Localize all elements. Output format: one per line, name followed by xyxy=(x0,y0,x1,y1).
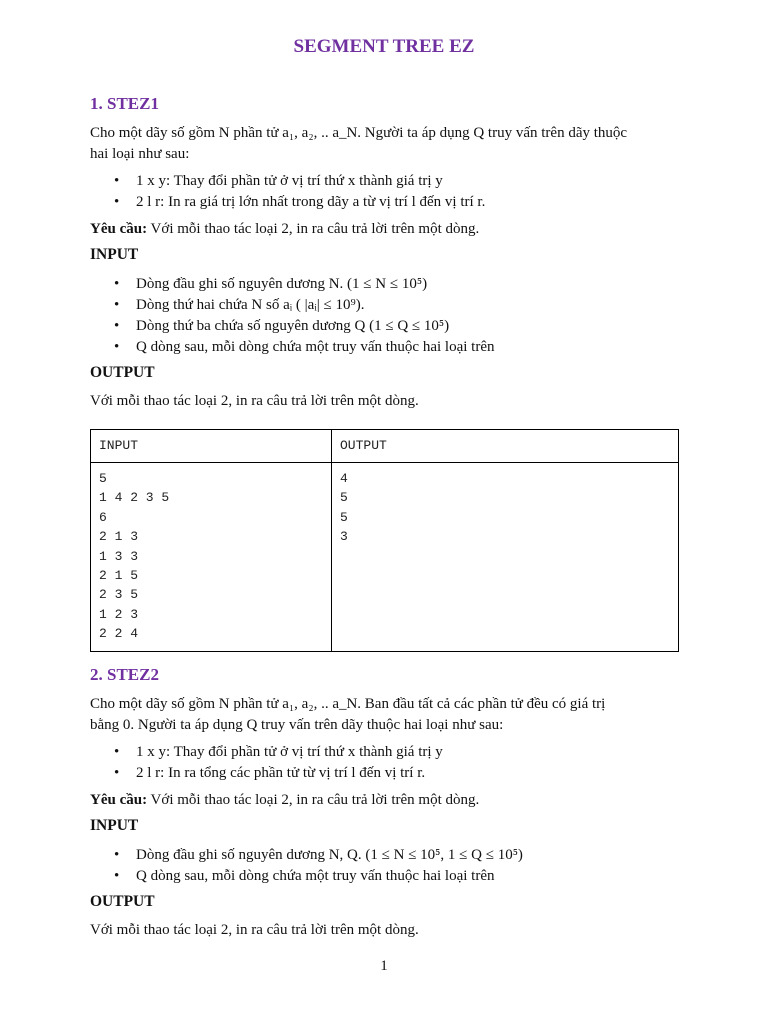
sample-input-line: 2 1 3 xyxy=(99,529,139,545)
page-title: SEGMENT TREE EZ xyxy=(293,36,475,57)
section-2-input-list xyxy=(90,845,690,887)
list-item: • Dòng đầu ghi số nguyên dương N. (1 ≤ N ≤ 10⁵) xyxy=(90,274,690,295)
sample-input-line: 5 xyxy=(99,471,107,486)
sample-output-cell xyxy=(332,463,679,652)
section-2-intro-line-2: bằng 0. Người ta áp dụng Q truy vấn trên dãy thuộc hai loại như sau: xyxy=(90,717,504,733)
requirement-label: Yêu cầu: xyxy=(90,792,148,808)
sample-input-line: 2 3 5 xyxy=(99,587,139,603)
sample-output-line: 3 xyxy=(340,529,348,545)
section-2-output-heading: OUTPUT xyxy=(90,893,155,910)
section-1-operations-list xyxy=(90,171,690,213)
section-1-input-heading: INPUT xyxy=(90,246,139,263)
list-item: • 2 l r: In ra giá trị lớn nhất trong dãy a từ vị trí l đến vị trí r. xyxy=(90,192,690,213)
sample-input-line: 1 4 2 3 5 xyxy=(99,490,170,506)
section-1-output-text: Với mỗi thao tác loại 2, in ra câu trả lời trên một dòng. xyxy=(90,393,419,409)
section-2-requirement xyxy=(90,790,680,811)
list-item: • 1 x y: Thay đổi phần tử ở vị trí thứ x thành giá trị y xyxy=(90,742,690,763)
section-1-heading: 1. STEZ1 xyxy=(90,94,159,113)
section-2-heading: 2. STEZ2 xyxy=(90,665,159,684)
sample-input-line: 1 2 3 xyxy=(99,606,139,622)
list-item: • Dòng thứ ba chứa số nguyên dương Q (1 ≤ Q ≤ 10⁵) xyxy=(90,316,690,337)
section-2-input-heading: INPUT xyxy=(90,817,139,834)
section-2-operations-list xyxy=(90,742,690,784)
section-1-requirement xyxy=(90,219,680,240)
section-1-input-list xyxy=(90,274,690,358)
sample-io-table xyxy=(90,429,679,652)
sample-input-line: 2 1 5 xyxy=(99,567,139,583)
sample-input-line: 1 3 3 xyxy=(99,548,139,564)
table-header-output: OUTPUT xyxy=(332,430,679,463)
sample-output-line: 4 xyxy=(340,471,348,486)
list-item: • Dòng đầu ghi số nguyên dương N, Q. (1 ≤ N ≤ 10⁵, 1 ≤ Q ≤ 10⁵) xyxy=(90,845,690,866)
requirement-text: Với mỗi thao tác loại 2, in ra câu trả lời trên một dòng. xyxy=(147,792,480,808)
sample-input-cell xyxy=(91,463,332,652)
sample-input-line: 2 2 4 xyxy=(99,626,139,642)
requirement-text: Với mỗi thao tác loại 2, in ra câu trả lời trên một dòng. xyxy=(147,221,480,237)
table-header-input: INPUT xyxy=(91,430,332,463)
section-1-intro-line-1: Cho một dãy số gồm N phần tử a₁, a₂, .. a_N. Người ta áp dụng Q truy vấn trên dãy thuộc xyxy=(90,125,628,141)
list-item: • Q dòng sau, mỗi dòng chứa một truy vấn thuộc hai loại trên xyxy=(90,866,690,887)
section-1-intro-line-2: hai loại như sau: xyxy=(90,146,190,162)
sample-input-line: 6 xyxy=(99,509,107,525)
list-item: • 1 x y: Thay đổi phần tử ở vị trí thứ x thành giá trị y xyxy=(90,171,690,192)
section-1-output-heading: OUTPUT xyxy=(90,364,155,381)
list-item: • Dòng thứ hai chứa N số aᵢ ( |aᵢ| ≤ 10⁹). xyxy=(90,295,690,316)
sample-output-line: 5 xyxy=(340,490,348,506)
section-2-intro-line-1: Cho một dãy số gồm N phần tử a₁, a₂, .. a_N. Ban đầu tất cả các phần tử đều có giá trị xyxy=(90,696,606,712)
list-item: • Q dòng sau, mỗi dòng chứa một truy vấn thuộc hai loại trên xyxy=(90,337,690,358)
list-item: • 2 l r: In ra tổng các phần tử từ vị trí l đến vị trí r. xyxy=(90,763,690,784)
sample-output-line: 5 xyxy=(340,509,348,525)
page-number: 1 xyxy=(380,958,388,974)
requirement-label: Yêu cầu: xyxy=(90,221,148,237)
section-2-output-text: Với mỗi thao tác loại 2, in ra câu trả lời trên một dòng. xyxy=(90,922,419,938)
